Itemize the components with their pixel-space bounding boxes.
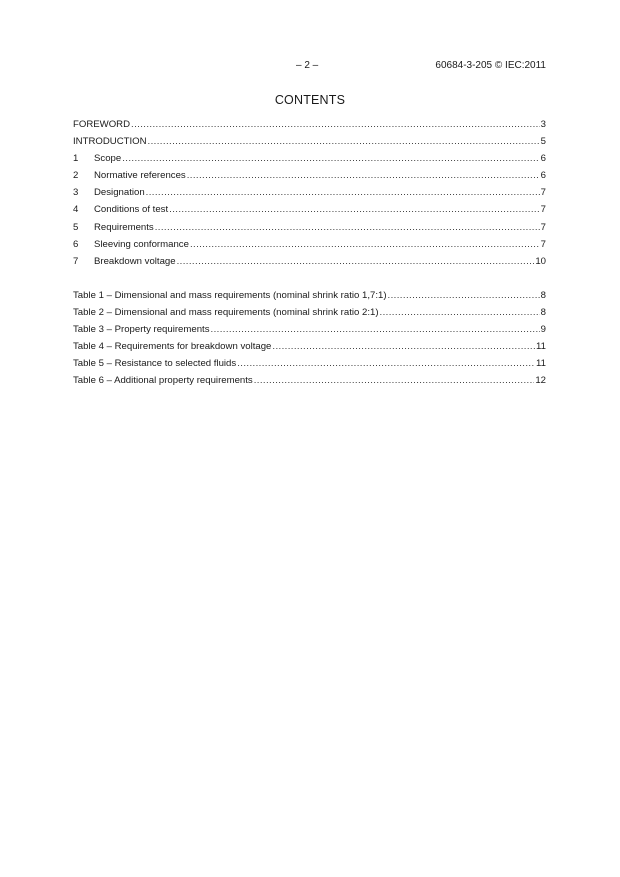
toc-table-label: Table 3 – Property requirements	[73, 324, 210, 336]
toc-entry-sleeving-conformance[interactable]	[73, 236, 546, 253]
toc-entry-introduction[interactable]	[73, 133, 546, 150]
toc-table-1[interactable]	[73, 287, 546, 304]
toc-entry-number: 2	[73, 170, 79, 182]
toc-table-label: Table 4 – Requirements for breakdown voltage	[73, 341, 272, 353]
dot-leader	[388, 287, 540, 304]
dot-leader	[155, 219, 540, 236]
dot-leader	[187, 167, 540, 184]
dot-leader	[131, 116, 540, 133]
toc-entry-conditions-of-test[interactable]	[73, 201, 546, 218]
toc-entry-page: 7	[540, 221, 546, 233]
toc-entry-label: Sleeving conformance	[94, 238, 189, 250]
toc-entry-page: 6	[540, 153, 546, 165]
toc-entry-breakdown-voltage[interactable]	[73, 253, 546, 270]
toc-tables	[73, 287, 546, 390]
toc-entry-label: FOREWORD	[73, 119, 131, 130]
toc-table-page: 11	[536, 358, 546, 370]
toc-entry-number: 6	[73, 238, 79, 250]
toc-table-2[interactable]	[73, 304, 546, 321]
toc-entry-normative-references[interactable]	[73, 167, 546, 184]
page-number: – 2 –	[296, 60, 319, 71]
dot-leader	[146, 184, 540, 201]
toc-entry-label: Breakdown voltage	[94, 255, 176, 267]
dot-leader	[177, 253, 535, 270]
toc-entry-label: INTRODUCTION	[73, 136, 147, 148]
toc-entry-number: 4	[73, 204, 79, 216]
toc-table-label: Table 1 – Dimensional and mass requirements (nominal shrink ratio 1,7:1)	[73, 290, 387, 301]
dot-leader	[380, 304, 540, 321]
dot-leader	[211, 321, 540, 338]
contents-title: CONTENTS	[274, 93, 346, 107]
toc-entry-page: 7	[540, 238, 546, 250]
dot-leader	[237, 355, 535, 372]
toc-table-6[interactable]	[73, 372, 546, 389]
toc-table-page: 11	[536, 341, 546, 353]
toc-entry-label: Normative references	[94, 170, 186, 182]
toc-table-page: 12	[535, 375, 546, 387]
toc-entry-number: 5	[73, 221, 79, 233]
document-reference: 60684-3-205 © IEC:2011	[435, 60, 546, 71]
page-header	[0, 60, 620, 74]
toc-entry-number: 7	[73, 255, 79, 267]
toc-entry-page: 7	[540, 187, 546, 199]
toc-entry-label: Scope	[94, 153, 122, 165]
toc-table-page: 8	[540, 290, 546, 301]
toc-entry-label: Requirements	[94, 221, 154, 233]
toc-table-label: Table 5 – Resistance to selected fluids	[73, 358, 237, 370]
toc-table-3[interactable]	[73, 321, 546, 338]
toc-entry-page: 6	[540, 170, 546, 182]
dot-leader	[169, 201, 540, 218]
toc-table-label: Table 6 – Additional property requirements	[73, 375, 253, 387]
dot-leader	[190, 236, 540, 253]
toc-entry-scope[interactable]	[73, 150, 546, 167]
toc-entry-requirements[interactable]	[73, 219, 546, 236]
toc-entry-label: Designation	[94, 187, 145, 199]
toc-entry-page: 3	[540, 119, 546, 130]
toc-sections	[73, 116, 546, 270]
toc-entry-number: 3	[73, 187, 79, 199]
toc-table-page: 9	[540, 324, 546, 336]
toc-entry-page: 10	[535, 255, 546, 267]
toc-entry-foreword[interactable]	[73, 116, 546, 133]
toc-entry-label: Conditions of test	[94, 204, 169, 216]
toc-entry-designation[interactable]	[73, 184, 546, 201]
dot-leader	[254, 372, 535, 389]
toc-entry-page: 5	[540, 136, 546, 148]
toc-entry-page: 7	[540, 204, 546, 216]
toc-table-5[interactable]	[73, 355, 546, 372]
toc-table-page: 8	[540, 307, 546, 319]
dot-leader	[272, 338, 535, 355]
dot-leader	[148, 133, 540, 150]
toc-table-label: Table 2 – Dimensional and mass requirements (nominal shrink ratio 2:1)	[73, 307, 379, 319]
toc-entry-number: 1	[73, 153, 79, 165]
dot-leader	[122, 150, 539, 167]
toc-table-4[interactable]	[73, 338, 546, 355]
